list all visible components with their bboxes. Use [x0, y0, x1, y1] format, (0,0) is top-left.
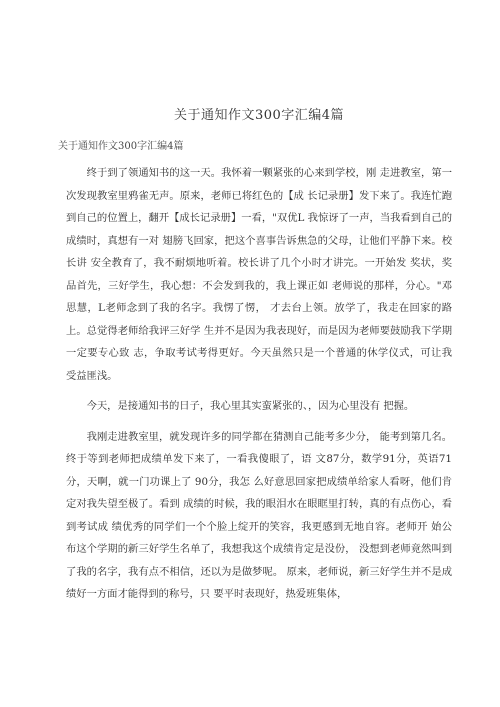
paragraph-2: 今天，是接通知书的日子，我心里其实蛮紧张的、，因为心里没有 把握。 [86, 400, 415, 412]
paragraph-1: 终于到了领通知书的这一天。我怀着一颗紧张的心来到学校，刚 走进教室，第一次发现教室里鸦雀无声。原来，老师已将红色的【成 长记录册】发下来了。我连忙跑到自己的位置上，翻开【成长记录册】一看，"双优L 我惊讶了一声，当我看到自己的成绩时，真想有一对 翅膀飞回家，把这个喜事告诉焦急的父母，让他们平静下来。校长讲 安全教育了，我不耐烦地听着。校长讲了几个小时才讲完。一开始发 奖状，奖品首先，三好学生，我心想：不会发到我的，我上课正如 老师说的那样，分心。"邓思慧，L老师念到了我的名字。我愣了愣， 才去台上领。放学了，我走在回家的路上。总觉得老师给我评三好学 生并不是因为我表现好，而是因为老师要鼓励我下学期一定要专心致 志，争取考试考得更好。今天虽然只是一个普通的休学仪式，可让我 受益匪浅。 [66, 167, 452, 382]
paragraph-3: 我刚走进教室里，就发现许多的同学都在猜测自己能考多少分， 能考到第几名。终于等到老师把成绩单发下来了，一看我傻眼了，语 文87分，数学91分，英语71分，天啊，就一门功课上了 90分，我怎 么好意思回家把成绩单给家人看呀，他们肯定对我失望至极了。看到 成绩的时候，我的眼泪水在眼眶里打转，真的有点伤心，看到考试成 绩优秀的同学们一个个脸上绽开的笑容，我更感到无地自容。老师开 始公布这个学期的新三好学生名单了，我想我这个成绩肯定是没份， 没想到老师竟然叫到了我的名字，我有点不相信，还以为是做梦呢。 原来，老师说，新三好学生并不是成绩好一方面才能得到的称号，只 要平时表现好，热爱班集体， [66, 430, 452, 600]
document-title: 关于通知作文300字汇编4篇 [173, 108, 345, 123]
document-subtitle: 关于通知作文300字汇编4篇 [58, 141, 184, 152]
